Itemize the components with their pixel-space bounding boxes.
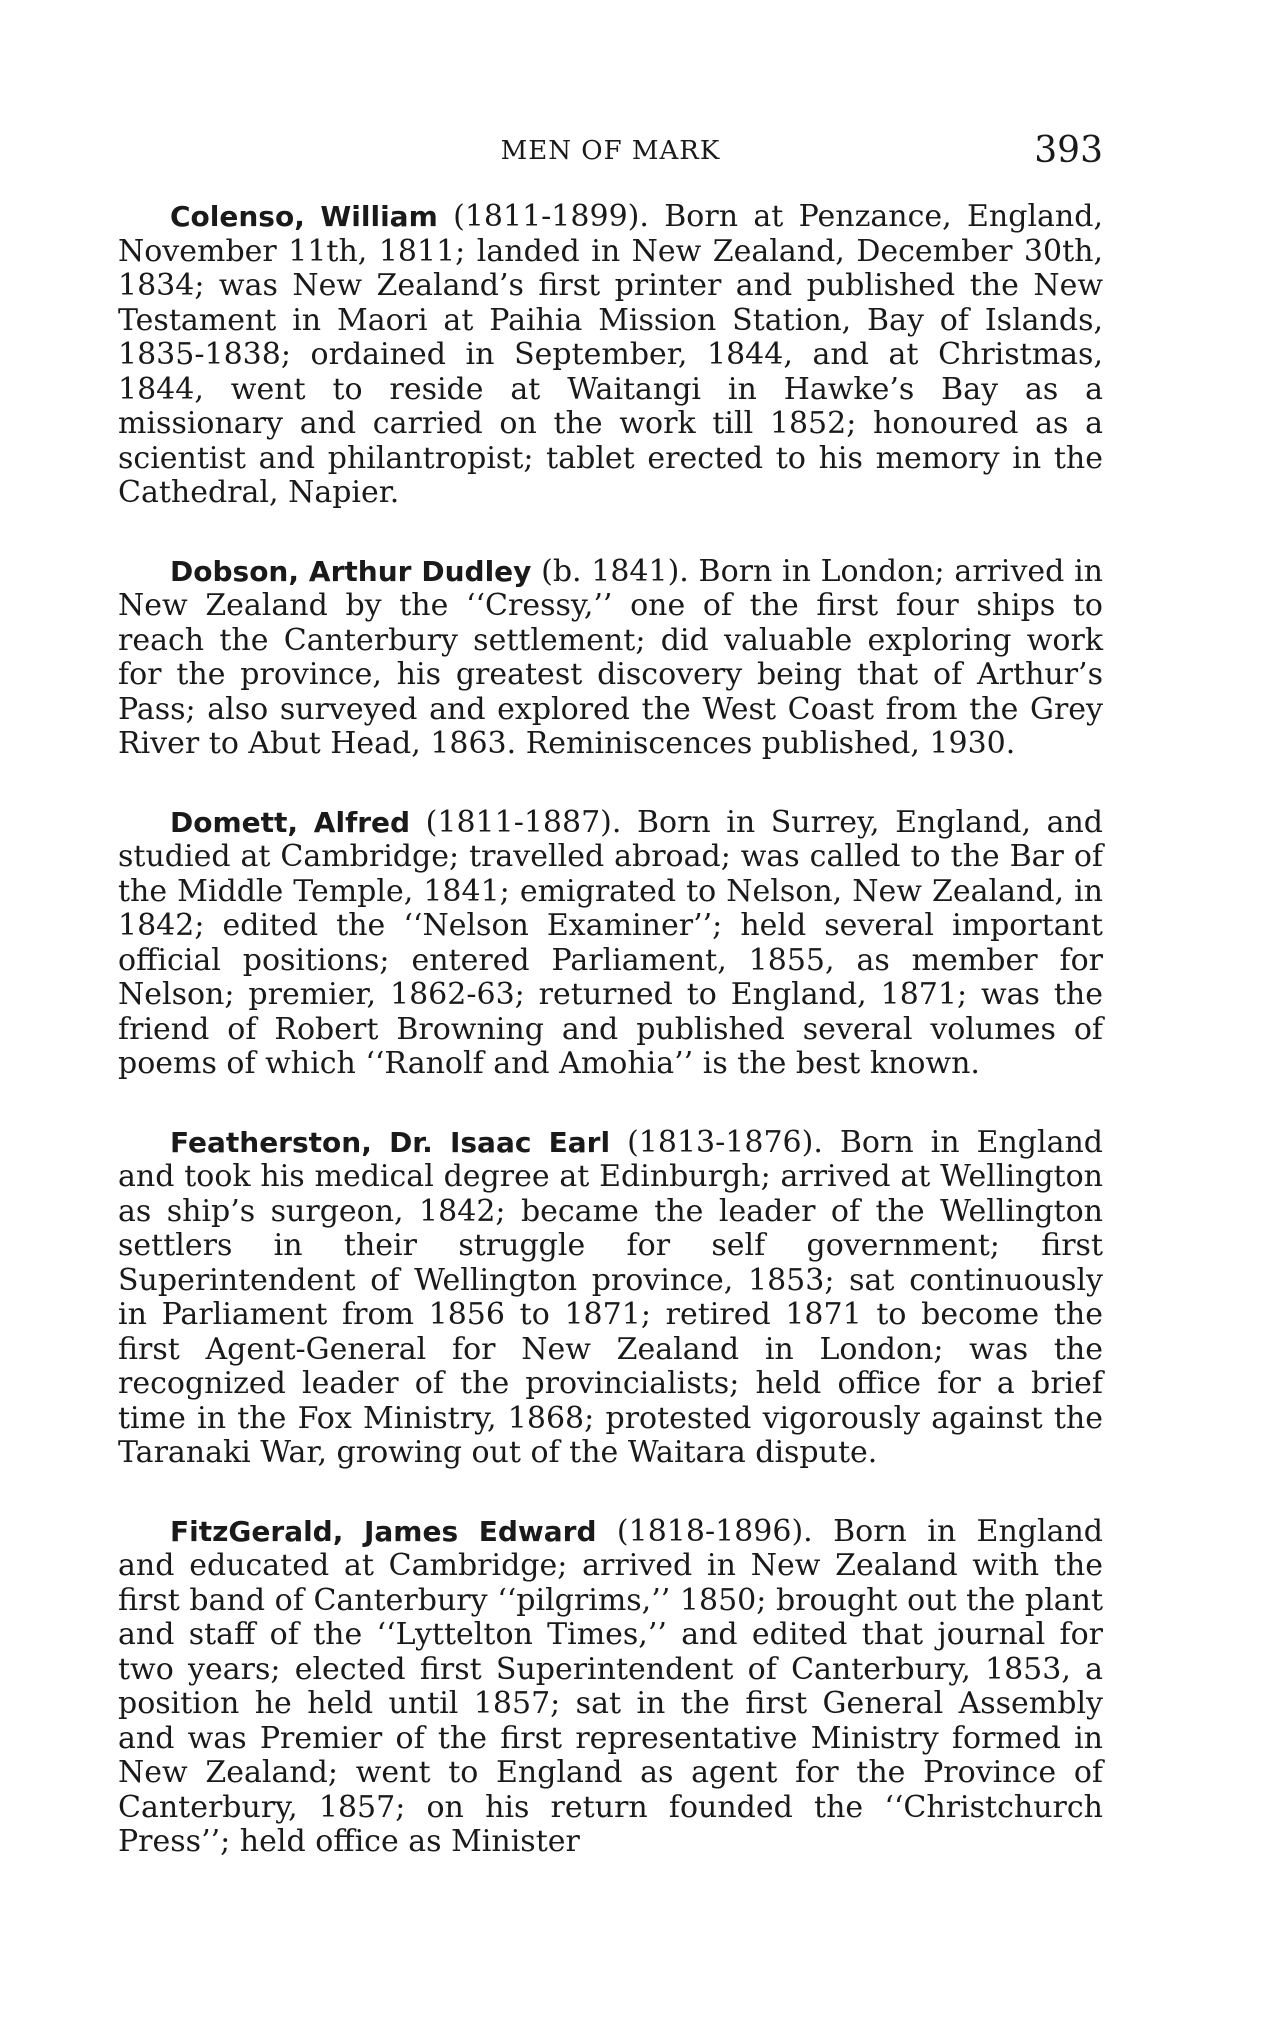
page-number: 393 [1034,130,1103,171]
entry-name: FitzGerald, James Edward [170,1514,597,1548]
entry-name: Featherston, Dr. Isaac Earl [170,1125,611,1159]
entry-domett [118,806,1103,1082]
entry-text: (1811-1887). Born in Surrey, England, and studied at Cambridge; travelled abroad; was called to the Bar of the Middle Temple, 1841; emigrated to Nelson, New Zealand, in 1842; edited the ‘‘Nelson Examiner’’; held several important official positions; entered Parliament, 1855, as member for Nelson; premier, 1862-63; returned to England, 1871; was the friend of Robert Browning and published several volumes of poems of which ‘‘Ranolf and Amohia’’ is the best known. [118,804,1104,1081]
entry-name: Dobson, Arthur Dudley [170,554,532,588]
entry-text: (1811-1899). Born at Penzance, England, November 11th, 1811; landed in New Zealand, December 30th, 1834; was New Zealand’s first printer and published the New Testament in Maori at Paihia Mission Station, Bay of Islands, 1835-1838; ordained in September, 1844, and at Christmas, 1844, went to reside at Waitangi in Hawke’s Bay as a missionary and carried on the work till 1852; honoured as a scientist and philantropist; tablet erected to his memory in the Cathedral, Napier. [118,199,1103,510]
entry-name: Domett, Alfred [170,805,411,839]
running-title: MEN OF MARK [500,136,721,166]
entry-text: (1818-1896). Born in England and educated at Cambridge; arrived in New Zealand with the first band of Canterbury ‘‘pilgrims,’’ 1850; brought out the plant and staff of the ‘‘Lyttelton Times,’’ and edited that journal for two years; elected first Superintendent of Canterbury, 1853, a position he held until 1857; sat in the first General Assembly and was Premier of the first representative Ministry formed in New Zealand; went to England as agent for the Province of Canterbury, 1857; on his return founded the ‘‘Christchurch Press’’; held office as Minister [118,1513,1103,1859]
running-head [118,130,1103,170]
body-text [118,200,1103,1860]
entry-featherston [118,1126,1103,1471]
entry-colenso [118,200,1103,511]
entry-fitzgerald [118,1515,1103,1860]
entry-text: (b. 1841). Born in London; arrived in New Zealand by the ‘‘Cressy,’’ one of the first four ships to reach the Canterbury settlement; did valuable exploring work for the province, his greatest discovery being that of Arthur’s Pass; also surveyed and explored the West Coast from the Grey River to Abut Head, 1863. Reminiscences published, 1930. [118,553,1103,761]
entry-name: Colenso, William [170,200,438,233]
entry-text: (1813-1876). Born in England and took his medical degree at Edinburgh; arrived at Wellington as ship’s surgeon, 1842; became the leader of the Wellington settlers in their struggle for self government; first Superintendent of Wellington province, 1853; sat continuously in Parliament from 1856 to 1871; retired 1871 to become the first Agent-General for New Zealand in London; was the recognized leader of the provincialists; held office for a brief time in the Fox Ministry, 1868; protested vigorously against the Taranaki War, growing out of the Waitara dispute. [118,1124,1103,1470]
entry-dobson [118,555,1103,762]
